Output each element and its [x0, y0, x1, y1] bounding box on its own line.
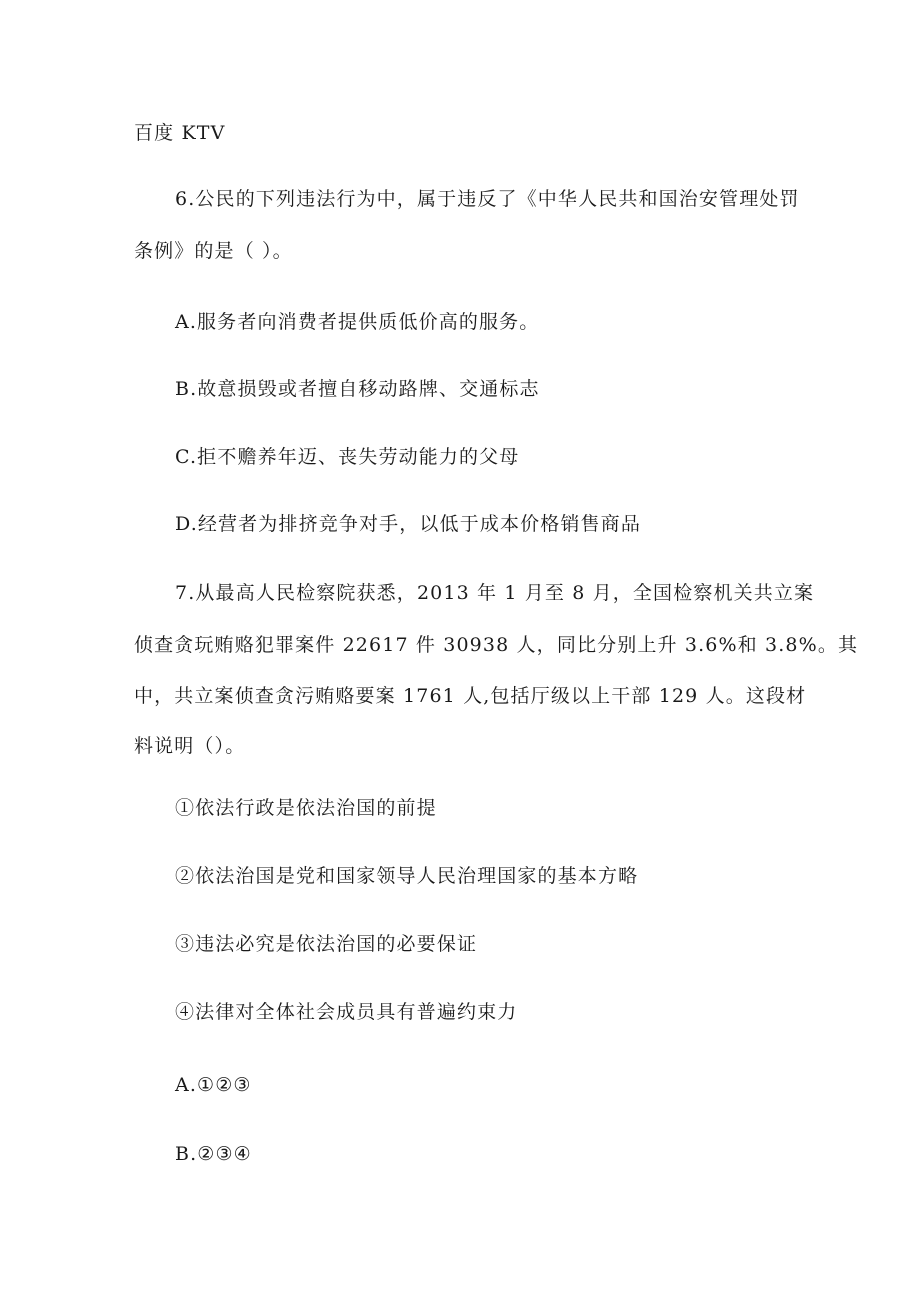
question-7-statement-2: ②依法治国是党和国家领导人民治理国家的基本方略 — [175, 865, 639, 887]
question-7-statement-4: ④法律对全体社会成员具有普遍约束力 — [175, 1001, 518, 1023]
question-7-statement-1: ①依法行政是依法治国的前提 — [175, 797, 437, 819]
question-7-stem-line-3: 中，共立案侦查贪污贿赂要案 1761 人,包括厅级以上干部 129 人。这段材 — [134, 685, 807, 707]
question-6-option-d: D.经营者为排挤竞争对手，以低于成本价格销售商品 — [175, 513, 641, 535]
question-6-option-b: B.故意损毁或者擅自移动路牌、交通标志 — [175, 378, 540, 400]
question-6-option-c: C.拒不赡养年迈、丧失劳动能力的父母 — [175, 446, 520, 468]
question-6-option-a: A.服务者向消费者提供质低价高的服务。 — [175, 311, 540, 333]
question-7-statement-3: ③违法必究是依法治国的必要保证 — [175, 933, 478, 955]
question-7-stem-line-2: 侦查贪玩贿赂犯罪案件 22617 件 30938 人，同比分别上升 3.6%和 3.8%。其 — [134, 634, 859, 656]
question-7-stem-line-4: 料说明（）。 — [134, 735, 246, 757]
question-7-option-a: A.①②③ — [175, 1074, 252, 1096]
header-text: 百度 KTV — [134, 122, 226, 144]
question-7-option-b: B.②③④ — [175, 1143, 252, 1165]
question-6-stem-line-2: 条例》的是（ ）。 — [134, 240, 293, 262]
question-7-stem-line-1: 7.从最高人民检察院获悉，2013 年 1 月至 8 月，全国检察机关共立案 — [175, 582, 815, 604]
question-6-stem-line-1: 6.公民的下列违法行为中，属于违反了《中华人民共和国治安管理处罚 — [175, 188, 800, 210]
